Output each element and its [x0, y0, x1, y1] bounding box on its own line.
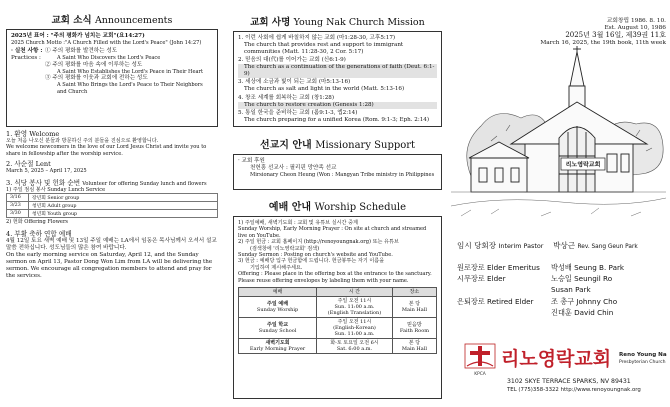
welcome-heading: 1. 환영 Welcome — [6, 130, 60, 138]
table-row: 3/16 장년회 Senior group — [7, 194, 218, 202]
flower-heading: 2) 헌화 Offering Flowers — [6, 219, 68, 226]
lent-heading: 2. 사순절 Lent — [6, 160, 51, 169]
worship-title: 예배 안내 Worship Schedule — [268, 202, 407, 213]
church-sign-text: 리노영락교회 — [565, 161, 601, 169]
list-item: 원로장로 Elder Emeritus 박성배 Seung B. Park — [457, 263, 625, 272]
missionary-title: 선교지 안내 Missionary Support — [259, 140, 416, 151]
missionary-korean: 천헌흥 선교사 : 필리핀 망얀족 선교 — [250, 165, 337, 171]
worship-schedule-table — [238, 287, 437, 354]
contact-line: TEL (775)358-3322 http://www.renoyoungnak.org — [507, 387, 641, 393]
logo-korean-name: 리노영락교회 — [501, 348, 612, 370]
announcements-title-en: Announcements — [94, 15, 173, 26]
kpca-logo-icon — [465, 344, 495, 377]
pastor-name: 박상근 — [553, 241, 576, 250]
pastor-line: 임시 당회장 Interim Pastor 박상근 Rev. Sang Geun Park — [457, 241, 638, 250]
practice-list — [45, 48, 213, 95]
missionary-box — [233, 154, 442, 190]
mission-column — [228, 0, 445, 407]
practice-item: ② 주의 평화를 마음 속에 이루하는 성도 A Saint Who Establishes the Lord's Peace in Their Heart — [45, 61, 204, 75]
issue-date-korean: 2025년 3월 16일, 제39권 11호 — [565, 31, 666, 40]
lunch-table — [6, 193, 218, 218]
mission-item: 3. 세상에 소금과 빛이 되는 교회 (마5:13-16) The church as salt and light in the world (Matt. 5:13-16) — [238, 79, 405, 93]
mission-item: 4. 창조 세계를 회복하는 교회 (창1:28) The church to restore creation (Genesis 1:28) — [238, 95, 437, 109]
table-header-row: 예배 시 간 장소 — [239, 288, 437, 297]
motto-box — [6, 29, 218, 127]
table-row: 새벽기도회 Early Morning Prayer 화-토 토요일 오전 6시 Sat. 6:00 a.m. 본 당 Main Hall — [239, 339, 437, 354]
welcome-korean: 오늘 처음 나오신 분들과 방문하신 주의 분들을 진심으로 환영합니다. — [6, 138, 159, 144]
worship-box: 1) 주일예배, 새벽기도회 : 교회 및 유튜브 실시간 중계 Sunday Worship, Early Morning Prayer : On site at church and streamed live on YouTube. 2) 주일 헌금 : 교회 홈페이지 (http://renoyoungnak.org) 또는 유튜브 (검색창에 '리노영락교회' 검색) Sunday Sermon : Posting on church's website and YouTube. 3) 헌금 : 예배당 입구 헌금함에 드립니다. 헌금봉투는 자기 이름을 기입하여 제시해주세요. Offering : Please place in the offering box at the entrance to the sanctuary. Please reuse offering envelopes by labeling them with your name. 예배 시 간 장소 주일 예배 Sunday Worship 주일 오전 11시 Sun. 11:00 a.m. (English Translation) 본 당 Main Hall 주일 학교 Sunday School 주일 오전 11시 (English-Korean) Sun. 11:00 a.m. 믿음방 Faith Room 새벽기도회 Early Morning Prayer 화-토 토요일 오전 6시 Sat. 6:00 a.m. 본 당 Main Hall — [233, 216, 442, 399]
cover-column — [451, 0, 670, 407]
issue-date-english: March 16, 2025, the 19th book, 11th week — [540, 39, 666, 46]
easter-english: On the early morning service on Saturday, April 12, and the Sunday sermon on April 13, Pastor Dong Won Lim from LA will be delivering the sermon. We encourage all congregation members to attend and pray for the services. — [6, 251, 213, 279]
table-row: 3/23 청년회 Adult group — [7, 202, 218, 210]
easter-heading: 4. 부활 축하 연합 예배 — [6, 229, 72, 238]
church-building-illustration — [451, 46, 666, 224]
mission-box — [233, 31, 442, 127]
announcements-title-ko: 교회 소식 — [51, 15, 92, 26]
founded-english: Est. August 10, 1986 — [604, 25, 666, 32]
lent-dates: March 5, 2025 – April 17, 2025 — [6, 168, 87, 175]
table-row: 3/30 청년회 Youth group — [7, 210, 218, 218]
announcements-title — [6, 12, 218, 26]
table-row: 주일 학교 Sunday School 주일 오전 11시 (English-Korean) Sun. 11:00 a.m. 믿음방 Faith Room — [239, 318, 437, 339]
practice-item: ③ 주의 평화를 이웃과 교회에 전하는 성도 A Saint Who Brings the Lord's Peace to Their Neighbors and Church — [45, 75, 203, 95]
bulletin-header — [457, 18, 666, 47]
address-line: 3102 SKYE TERRACE SPARKS, NV 89431 — [507, 378, 631, 385]
elders-list — [457, 262, 667, 318]
list-item: 시무장로 Elder 노승일 Seungil Ro — [457, 274, 613, 284]
mission-item: 5. 통일 한국을 준비하는 교회 (롬9:1-3, 엡2:14) The church preparing for a unified Korea (Rom. 9:1-3; Eph. 2:14) — [238, 109, 430, 123]
easter-korean: 4월 12일 토요 새벽 예배 및 13일 주일 예배는 LA에서 임동은 목사님께서 오셔서 설교 말씀 전하십니다. 성도님들의 많은 참여 바랍니다. — [6, 237, 217, 251]
mission-item: 1. 이런 사회에 쉽게 바칠하지 않는 교회 (마1:28-30, 고후5:17) The church that provides rest and support to immigrant communities (Matt. 11:28-30, 2 Cor. 5:17) — [238, 35, 404, 55]
church-address — [507, 378, 667, 394]
motto-heading: 2025년 표어 : "주의 평화가 넘치는 교회"(요14:27) — [11, 33, 145, 39]
duty-heading: 3. 식당 봉사 및 헌화 순번 Volunteer for offering Sunday lunch and flowers — [6, 178, 207, 187]
announcements-column — [0, 0, 222, 407]
church-logo — [457, 338, 667, 378]
missionary-heading: · 교회 후원 — [238, 158, 265, 164]
lunch-heading: 1) 주일 점심 봉사 Sunday Lunch Service — [6, 187, 106, 194]
list-item: Susan Park — [551, 285, 591, 295]
mission-item: 2. 믿음의 대(代)를 이어가는 교회 (신6:1-9) The church as a continuation of the generations of faith (Deut. 6:1-9) — [238, 57, 437, 78]
missionary-english: Mirsionary Cheon Heung (Won : Mangyan Tribe ministry in Philippines — [250, 172, 435, 178]
svg-text:Presbyterian Church: Presbyterian Church — [619, 360, 666, 365]
practice-label: · 실천 사항 : — [11, 48, 43, 55]
founded-korean: 교회창립 1986. 8. 10. — [606, 18, 666, 24]
svg-text:KPCA: KPCA — [474, 372, 486, 377]
motto-english: 2025 Church Motto :"A Church Filled with the Lord's Peace" (John 14:27) — [11, 40, 202, 46]
list-item: 은퇴장로 Retired Elder 조 총구 Johnny Cho — [457, 296, 618, 306]
list-item: 진대훈 David Chin — [551, 307, 614, 317]
logo-english-name: Reno Young Nak — [619, 352, 667, 358]
welcome-english: We welcome newcomers in the love of our Lord Jesus Christ and invite you to share in fellowship after the worship service. — [6, 144, 207, 157]
mission-title: 교회 사명 Young Nak Church Mission — [250, 17, 425, 28]
practice-en-label: Practices : — [11, 55, 41, 62]
practice-item: ① 주의 평화를 발견하는 성도 A Saint Who Discovers the Lord's Peace — [45, 48, 161, 62]
table-row: 주일 예배 Sunday Worship 주일 오전 11시 Sun. 11:00 a.m. (English Translation) 본 당 Main Hall — [239, 297, 437, 318]
